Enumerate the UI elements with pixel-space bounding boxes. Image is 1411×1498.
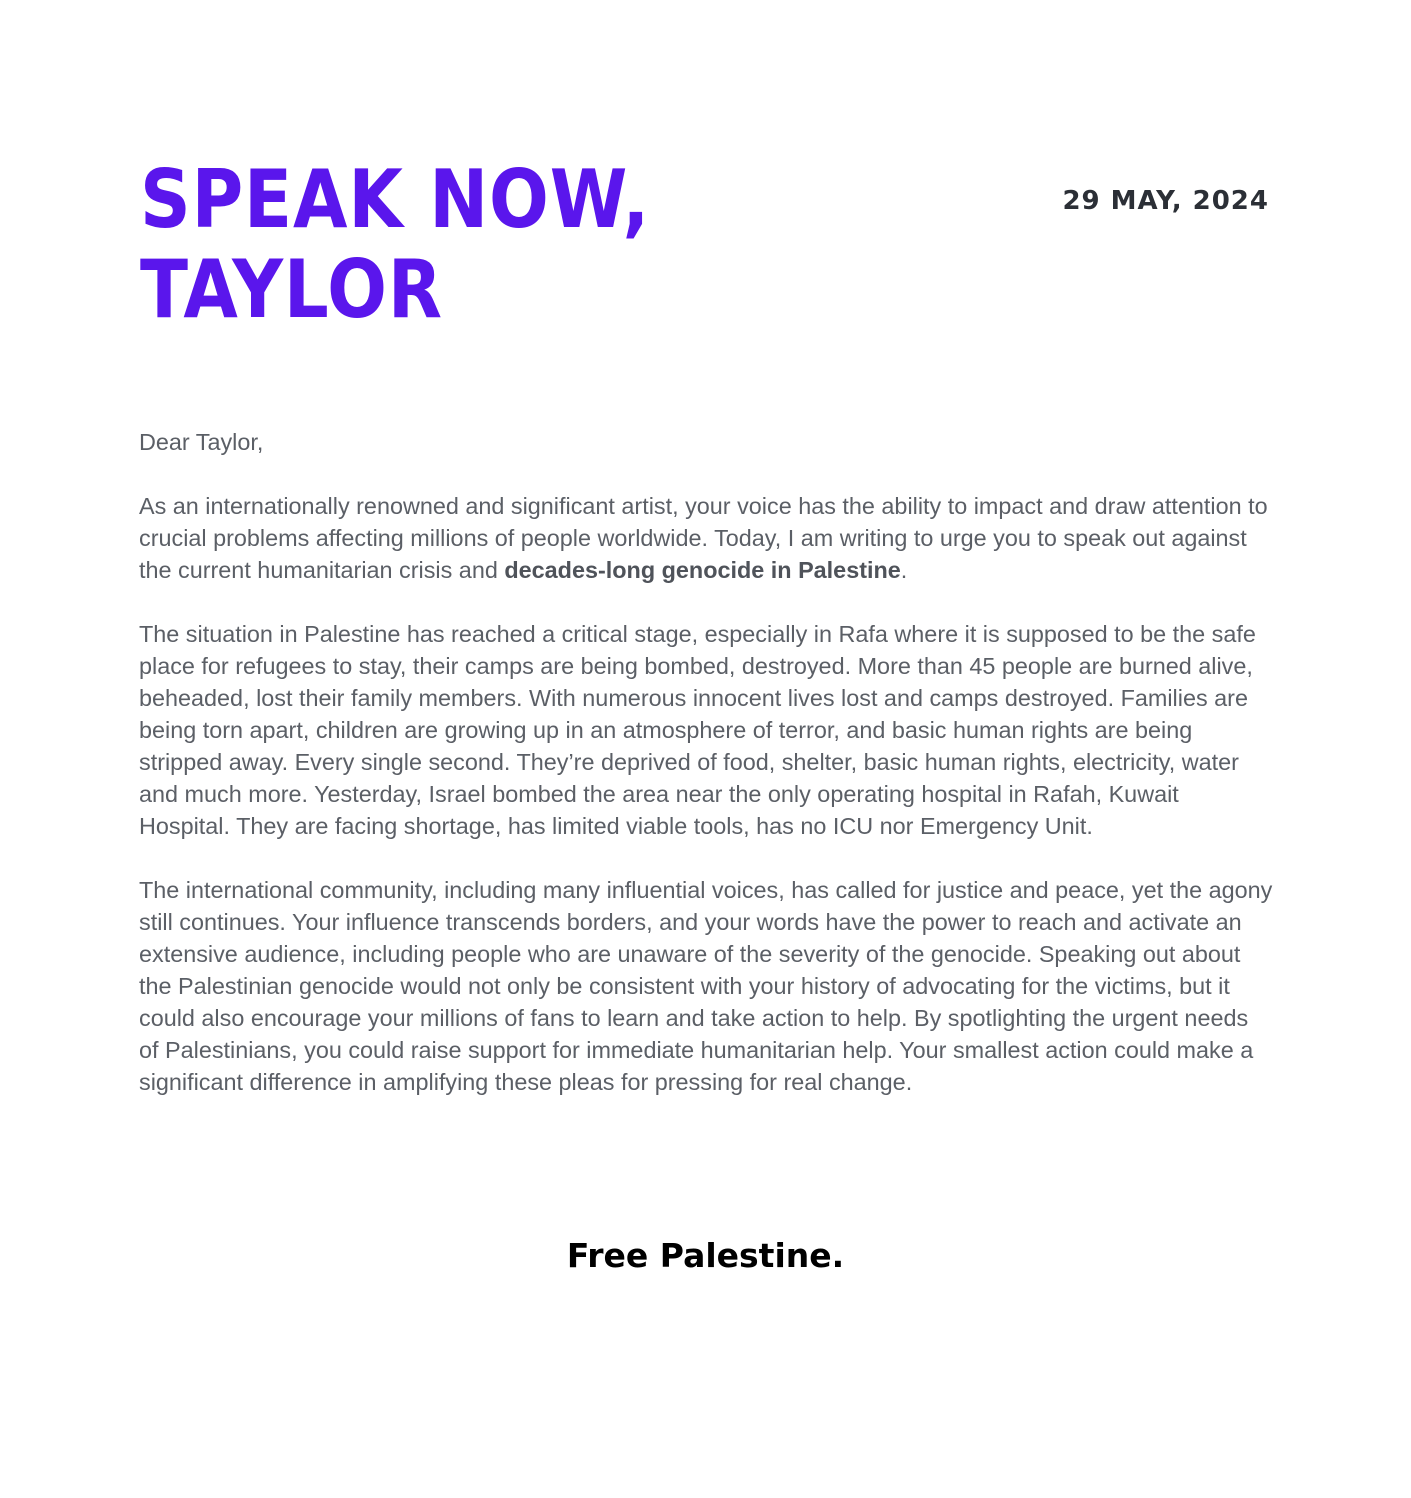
paragraph-3: The international community, including many influential voices, has called for justice and peace, yet the agony still continues. Your influence transcends borders, and your words have the power to reach and activate an extensive audience, including people who are unaware of the severity of the genocide. Speaking out about the Palestinian genocide would not only be consistent with your history of advocating for the victims, but it could also encourage your millions of fans to learn and take action to help. By spotlighting the urgent needs of Palestinians, you could raise support for immediate humanitarian help. Your smallest action could make a significant difference in amplifying these pleas for pressing for real change. (139, 877, 1273, 1095)
title-line-2: TAYLOR (140, 243, 443, 336)
paragraph-1 (139, 490, 1274, 586)
paragraph-2: The situation in Palestine has reached a critical stage, especially in Rafa where it is supposed to be the safe place for refugees to stay, their camps are being bombed, destroyed. More than 45 people are burned alive, beheaded, lost their family members. With numerous innocent lives lost and camps destroyed. Families are being torn apart, children are growing up in an atmosphere of terror, and basic human rights are being stripped away. Every single second. They’re deprived of food, shelter, basic human rights, electricity, water and much more. Yesterday, Israel bombed the area near the only operating hospital in Rafah, Kuwait Hospital. They are facing shortage, has limited viable tools, has no ICU nor Emergency Unit. (139, 621, 1256, 839)
page-title (140, 155, 650, 335)
letter-date: 29 MAY, 2024 (1062, 186, 1269, 216)
letter-body (139, 426, 1274, 1130)
closing-statement: Free Palestine. (566, 1236, 845, 1275)
title-line-1: SPEAK NOW, (140, 153, 651, 246)
paragraph-1-emphasis: decades-long genocide in Palestine (504, 557, 901, 583)
paragraph-1-text: As an internationally renowned and significant artist, your voice has the ability to impact and draw attention to crucial problems affecting millions of people worldwide. Today, I am writing to urge you to speak out against the current humanitarian crisis and (139, 493, 1268, 583)
paragraph-1-end: . (900, 557, 908, 583)
salutation: Dear Taylor, (139, 429, 264, 455)
